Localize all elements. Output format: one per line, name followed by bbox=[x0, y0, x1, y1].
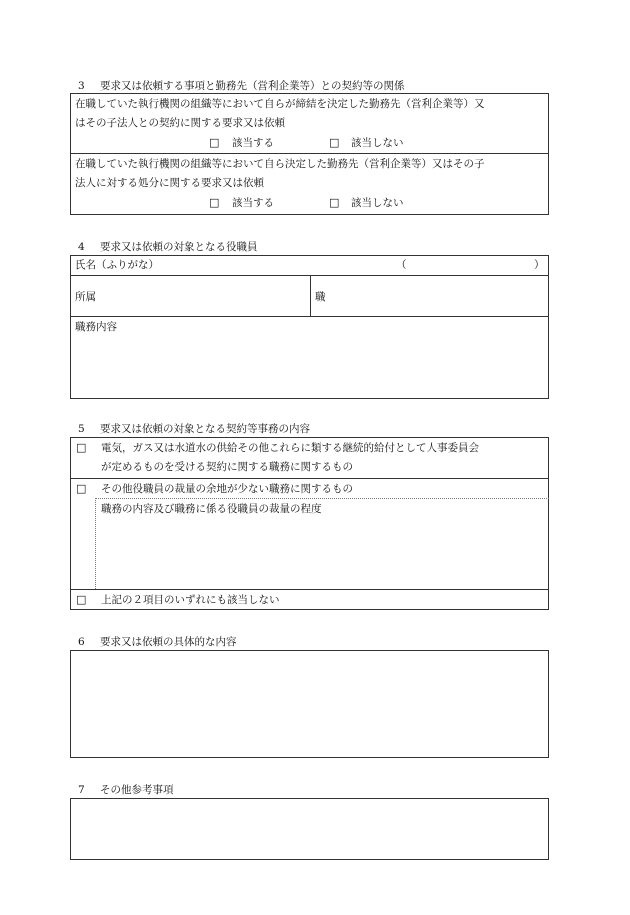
section6-content-box[interactable] bbox=[70, 650, 549, 758]
section4-heading bbox=[78, 239, 258, 254]
section3-item2-yes-label: 該当する bbox=[232, 197, 274, 209]
section6-heading bbox=[78, 634, 237, 649]
section5-option2-detail-label: 職務の内容及び職務に係る役職員の裁量の程度 bbox=[101, 503, 322, 515]
section4-title: 要求又は依頼の対象となる役職員 bbox=[100, 241, 258, 253]
section3-item2-line2: 法人に対する処分に関する要求又は依頼 bbox=[75, 177, 264, 189]
section3-item2-no-checkbox[interactable]: □ bbox=[329, 196, 340, 209]
section3-title: 要求又は依頼する事項と勤務先（営利企業等）との契約等の関係 bbox=[100, 80, 405, 92]
section3-item1-yes-label: 該当する bbox=[232, 137, 274, 149]
section4-divider-2 bbox=[70, 316, 549, 317]
section7-title: その他参考事項 bbox=[100, 784, 174, 796]
section3-item1-yes-checkbox[interactable]: □ bbox=[209, 136, 220, 149]
section7-number: 7 bbox=[78, 784, 85, 796]
section4-furigana-paren-open: （ bbox=[396, 259, 407, 271]
section5-option3-checkbox[interactable]: □ bbox=[76, 593, 87, 606]
section5-detail-top-border bbox=[95, 498, 549, 499]
section3-item1-no-checkbox[interactable]: □ bbox=[329, 136, 340, 149]
section4-number: 4 bbox=[78, 241, 85, 253]
section3-item1-line1: 在職していた執行機関の組織等において自らが締結を決定した勤務先（営利企業等）又 bbox=[75, 98, 485, 110]
section4-duties-label: 職務内容 bbox=[75, 321, 117, 333]
section4-position-label: 職 bbox=[315, 291, 326, 303]
section7-content-box[interactable] bbox=[70, 798, 549, 860]
section6-number: 6 bbox=[78, 636, 85, 648]
section4-affiliation-label: 所属 bbox=[75, 291, 96, 303]
section4-furigana-paren-close: ） bbox=[534, 259, 545, 271]
section5-divider-2 bbox=[70, 589, 549, 590]
section7-heading bbox=[78, 782, 174, 797]
section4-column-divider bbox=[310, 275, 311, 316]
section5-number: 5 bbox=[78, 423, 85, 435]
section5-option3-label: 上記の２項目のいずれにも該当しない bbox=[101, 594, 280, 606]
section6-title: 要求又は依頼の具体的な内容 bbox=[100, 636, 237, 648]
section5-option1-line1: 電気，ガス又は水道水の供給その他これらに類する継続的給付として人事委員会 bbox=[101, 442, 479, 454]
section5-option1-line2: が定めるものを受ける契約に関する職務に関するもの bbox=[101, 461, 353, 473]
section5-heading bbox=[78, 421, 310, 436]
section5-detail-left-border bbox=[95, 498, 96, 589]
section5-option2-label: その他役職員の裁量の余地が少ない職務に関するもの bbox=[101, 483, 353, 495]
section3-item2-yes-checkbox[interactable]: □ bbox=[209, 196, 220, 209]
section3-item1-no-label: 該当しない bbox=[351, 137, 404, 149]
section5-option1-checkbox[interactable]: □ bbox=[76, 441, 87, 454]
section3-number: 3 bbox=[78, 80, 85, 92]
section5-option2-checkbox[interactable]: □ bbox=[76, 482, 87, 495]
section5-title: 要求又は依頼の対象となる契約等事務の内容 bbox=[100, 423, 310, 435]
section3-heading bbox=[78, 78, 405, 93]
section4-name-label: 氏名（ふりがな） bbox=[75, 259, 159, 271]
section3-item2-line1: 在職していた執行機関の組織等において自ら決定した勤務先（営利企業等）又はその子 bbox=[75, 158, 485, 170]
section3-divider bbox=[70, 153, 549, 154]
section3-item2-no-label: 該当しない bbox=[351, 197, 404, 209]
section3-item1-line2: はその子法人との契約に関する要求又は依頼 bbox=[75, 117, 285, 129]
section5-divider-1 bbox=[70, 478, 549, 479]
section3-table bbox=[70, 93, 549, 215]
